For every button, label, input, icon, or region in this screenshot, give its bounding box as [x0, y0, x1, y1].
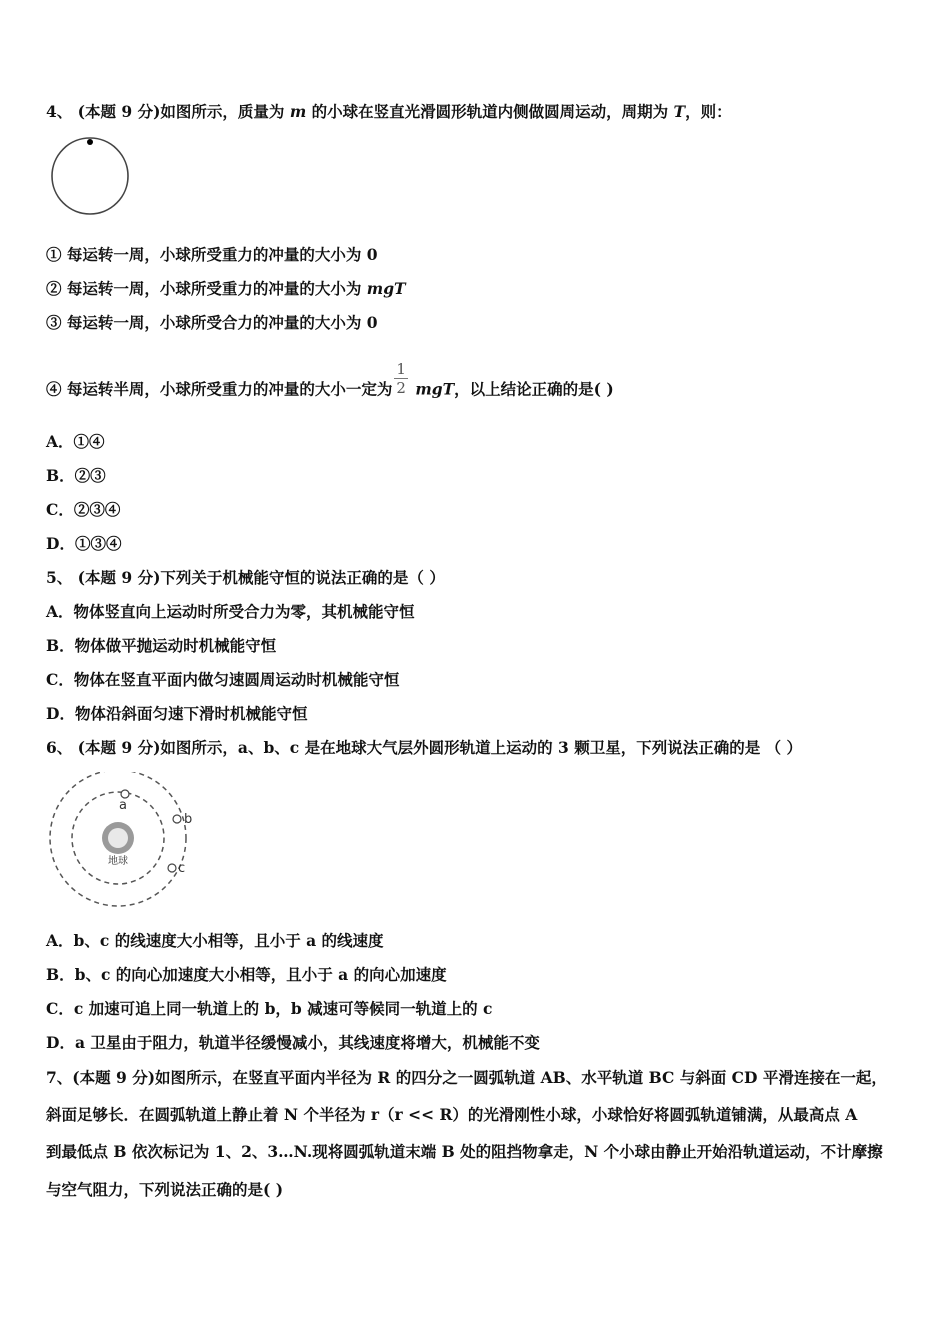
circular-track: [52, 138, 128, 214]
q6-satellite-orbit-figure: [44, 772, 204, 914]
satellite-a-icon: [121, 790, 129, 798]
earth-highlight: [108, 828, 128, 848]
q7-line-1: 7、(本题 9 分)如图所示，在竖直平面内半径为 R 的四分之一圆弧轨道 AB、水平轨道 BC 与斜面 CD 平滑连接在一起，: [46, 1068, 887, 1087]
q4-circle-track-figure: [48, 136, 134, 220]
q7-line-4: 与空气阻力，下列说法正确的是( ): [46, 1180, 284, 1199]
q5-header: 5、 (本题 9 分)下列关于机械能守恒的说法正确的是（ ）: [46, 568, 445, 587]
satellite-c-label: c: [178, 861, 186, 876]
satellite-c-icon: [168, 864, 176, 872]
q6-option-c: C．c 加速可追上同一轨道上的 b，b 减速可等候同一轨道上的 c: [46, 999, 493, 1018]
q7-line-3: 到最低点 B 依次标记为 1、2、3…N.现将圆弧轨道末端 B 处的阻挡物拿走，N 个小球由静止开始沿轨道运动，不计摩擦: [46, 1142, 883, 1161]
q5-option-d: D．物体沿斜面匀速下滑时机械能守恒: [46, 704, 308, 723]
var-T: T: [673, 102, 686, 121]
q4-statement-2: ② 每运转一周，小球所受重力的冲量的大小为 mgT: [46, 279, 406, 298]
q4-statement-1: ① 每运转一周，小球所受重力的冲量的大小为 0: [46, 245, 378, 264]
satellite-b-label: b: [184, 812, 193, 827]
fraction-one-half: $\frac{1}{2}$: [396, 360, 406, 397]
q6-header: 6、 (本题 9 分)如图所示，a、b、c 是在地球大气层外圆形轨道上运动的 3 颗卫星，下列说法正确的是 （ ）: [46, 738, 803, 757]
q4-statement-4: ④ 每运转半周，小球所受重力的冲量的大小一定为 $\frac{1}{2}$ mgT，以上结论正确的是( ): [46, 360, 614, 399]
q4-option-b: B．②③: [46, 466, 106, 485]
var-m: m: [289, 102, 307, 121]
satellite-a-label: a: [119, 798, 127, 813]
q5-option-b: B．物体做平抛运动时机械能守恒: [46, 636, 277, 655]
q7-line-2: 斜面足够长．在圆弧轨道上静止着 N 个半径为 r（r << R）的光滑刚性小球，小球恰好将圆弧轨道铺满，从最高点 A: [46, 1105, 858, 1124]
q5-option-a: A．物体竖直向上运动时所受合力为零，其机械能守恒: [46, 602, 415, 621]
earth-label: 地球: [108, 856, 128, 867]
q4-statement-3: ③ 每运转一周，小球所受合力的冲量的大小为 0: [46, 313, 378, 332]
ball-dot: [87, 139, 93, 145]
q6-option-d: D．a 卫星由于阻力，轨道半径缓慢减小，其线速度将增大，机械能不变: [46, 1033, 540, 1052]
q4-option-a: A．①④: [46, 432, 105, 451]
q4-option-c: C．②③④: [46, 500, 121, 519]
satellite-b-icon: [173, 815, 181, 823]
q6-option-a: A．b、c 的线速度大小相等，且小于 a 的线速度: [46, 931, 384, 950]
q5-option-c: C．物体在竖直平面内做匀速圆周运动时机械能守恒: [46, 670, 400, 689]
q6-option-b: B．b、c 的向心加速度大小相等，且小于 a 的向心加速度: [46, 965, 447, 984]
q4-header: 4、 (本题 9 分)如图所示，质量为 m 的小球在竖直光滑圆形轨道内侧做圆周运动，周期为 T，则：: [46, 102, 732, 121]
q4-option-d: D．①③④: [46, 534, 122, 553]
